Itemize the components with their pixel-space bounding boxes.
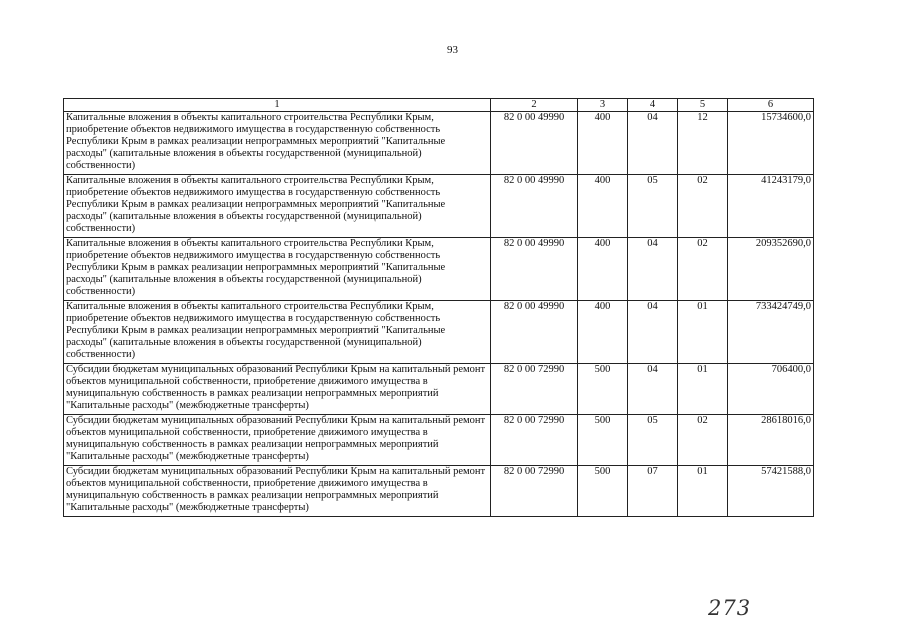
row-expense-type: 400 xyxy=(578,112,628,175)
handwritten-page-mark: 273 xyxy=(708,596,752,620)
row-expense-type: 500 xyxy=(578,415,628,466)
column-header-6: 6 xyxy=(728,99,814,112)
row-subsection: 02 xyxy=(678,238,728,301)
row-description: Капитальные вложения в объекты капитального строительства Республики Крым, приобретение объектов недвижимого имущества в государственную собственность Республики Крым в рамках реализации непрограммных мероприятий "Капитальные расходы" (капитальные вложения в объекты государственной (муниципальной) собственности) xyxy=(64,238,491,301)
row-subsection: 12 xyxy=(678,112,728,175)
row-expense-type: 400 xyxy=(578,175,628,238)
row-section: 05 xyxy=(628,175,678,238)
table-row xyxy=(64,175,814,238)
row-target-code: 82 0 00 72990 xyxy=(491,364,578,415)
row-section: 04 xyxy=(628,112,678,175)
row-description: Субсидии бюджетам муниципальных образований Республики Крым на капитальный ремонт объектов муниципальной собственности, приобретение движимого имущества в муниципальную собственность в рамках реализации непрограммных мероприятий "Капитальные расходы" (межбюджетные трансферты) xyxy=(64,415,491,466)
row-section: 05 xyxy=(628,415,678,466)
row-description: Капитальные вложения в объекты капитального строительства Республики Крым, приобретение объектов недвижимого имущества в государственную собственность Республики Крым в рамках реализации непрограммных мероприятий "Капитальные расходы" (капитальные вложения в объекты государственной (муниципальной) собственности) xyxy=(64,112,491,175)
table-header-row xyxy=(64,99,814,112)
row-description: Капитальные вложения в объекты капитального строительства Республики Крым, приобретение объектов недвижимого имущества в государственную собственность Республики Крым в рамках реализации непрограммных мероприятий "Капитальные расходы" (капитальные вложения в объекты государственной (муниципальной) собственности) xyxy=(64,175,491,238)
row-subsection: 02 xyxy=(678,415,728,466)
row-description: Субсидии бюджетам муниципальных образований Республики Крым на капитальный ремонт объектов муниципальной собственности, приобретение движимого имущества в муниципальную собственность в рамках реализации непрограммных мероприятий "Капитальные расходы" (межбюджетные трансферты) xyxy=(64,466,491,517)
row-section: 04 xyxy=(628,238,678,301)
row-amount: 733424749,0 xyxy=(728,301,814,364)
row-amount: 15734600,0 xyxy=(728,112,814,175)
page-number: 93 xyxy=(447,44,458,56)
row-section: 04 xyxy=(628,301,678,364)
row-amount: 41243179,0 xyxy=(728,175,814,238)
table-row xyxy=(64,238,814,301)
row-subsection: 01 xyxy=(678,301,728,364)
row-subsection: 01 xyxy=(678,466,728,517)
row-amount: 209352690,0 xyxy=(728,238,814,301)
column-header-5: 5 xyxy=(678,99,728,112)
column-header-3: 3 xyxy=(578,99,628,112)
budget-table xyxy=(63,98,814,517)
table-row xyxy=(64,112,814,175)
row-target-code: 82 0 00 49990 xyxy=(491,301,578,364)
column-header-1: 1 xyxy=(64,99,491,112)
row-target-code: 82 0 00 49990 xyxy=(491,175,578,238)
table-row xyxy=(64,301,814,364)
row-expense-type: 400 xyxy=(578,301,628,364)
row-subsection: 02 xyxy=(678,175,728,238)
row-expense-type: 500 xyxy=(578,364,628,415)
table-row xyxy=(64,466,814,517)
row-section: 07 xyxy=(628,466,678,517)
table-row xyxy=(64,364,814,415)
column-header-4: 4 xyxy=(628,99,678,112)
row-amount: 706400,0 xyxy=(728,364,814,415)
row-expense-type: 400 xyxy=(578,238,628,301)
table-body xyxy=(64,112,814,517)
row-target-code: 82 0 00 72990 xyxy=(491,466,578,517)
row-section: 04 xyxy=(628,364,678,415)
column-header-2: 2 xyxy=(491,99,578,112)
row-description: Субсидии бюджетам муниципальных образований Республики Крым на капитальный ремонт объектов муниципальной собственности, приобретение движимого имущества в муниципальную собственность в рамках реализации непрограммных мероприятий "Капитальные расходы" (межбюджетные трансферты) xyxy=(64,364,491,415)
row-target-code: 82 0 00 72990 xyxy=(491,415,578,466)
row-description: Капитальные вложения в объекты капитального строительства Республики Крым, приобретение объектов недвижимого имущества в государственную собственность Республики Крым в рамках реализации непрограммных мероприятий "Капитальные расходы" (капитальные вложения в объекты государственной (муниципальной) собственности) xyxy=(64,301,491,364)
row-target-code: 82 0 00 49990 xyxy=(491,112,578,175)
row-expense-type: 500 xyxy=(578,466,628,517)
table-row xyxy=(64,415,814,466)
row-subsection: 01 xyxy=(678,364,728,415)
row-target-code: 82 0 00 49990 xyxy=(491,238,578,301)
row-amount: 28618016,0 xyxy=(728,415,814,466)
row-amount: 57421588,0 xyxy=(728,466,814,517)
